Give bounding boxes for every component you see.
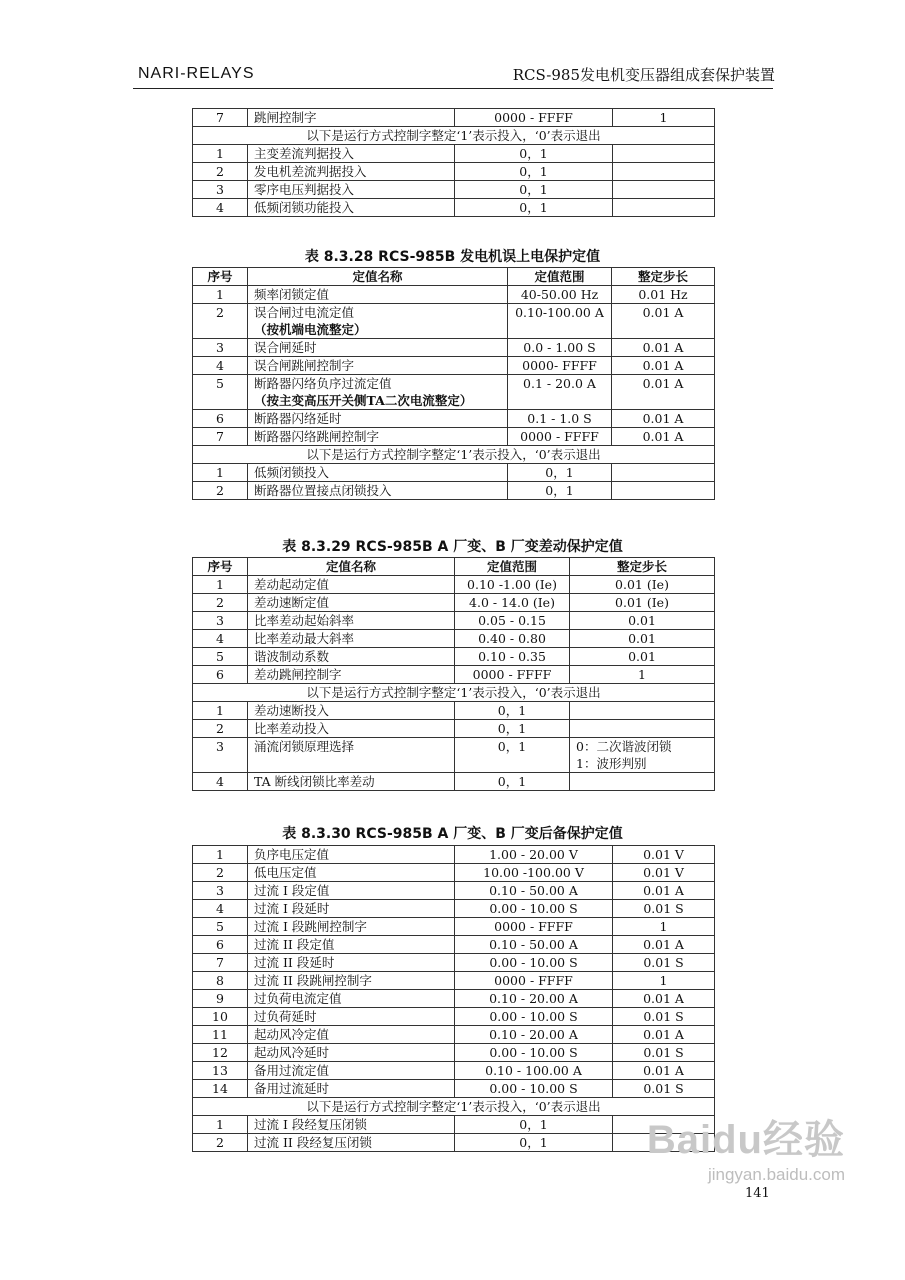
table-cell: 发电机差流判据投入	[248, 163, 455, 181]
table-cell: 0.01 A	[612, 375, 715, 410]
table-row	[193, 304, 715, 339]
table-row	[193, 357, 715, 375]
table-cell: 0000 - FFFF	[455, 109, 613, 127]
table-continuation	[192, 108, 715, 217]
table-cell: 8	[193, 972, 248, 990]
table-caption-8-3-29: 表 8.3.29 RCS-985B A 厂变、B 厂变差动保护定值	[282, 539, 623, 555]
setting-name: 断路器闪络延时	[254, 411, 342, 426]
table-cell: 过负荷延时	[248, 1008, 455, 1026]
table-row	[193, 163, 715, 181]
table-row	[193, 199, 715, 217]
table-cell: 备用过流定值	[248, 1062, 455, 1080]
table-cell: 比率差动最大斜率	[248, 630, 455, 648]
table-cell: 0.01 S	[613, 1008, 715, 1026]
table-row	[193, 428, 715, 446]
table-cell: 0，1	[455, 1134, 613, 1152]
table-8-3-29	[192, 557, 715, 791]
table-cell: 1	[613, 918, 715, 936]
setting-name-cell	[248, 428, 508, 446]
table-row	[193, 990, 715, 1008]
table-cell: 0.10 -1.00 (Ie)	[455, 576, 570, 594]
table-note: 以下是运行方式控制字整定‘1’表示投入，‘0’表示退出	[193, 684, 715, 702]
table-cell: 0000 - FFFF	[455, 918, 613, 936]
table-cell: 0.01 S	[613, 1044, 715, 1062]
table-row	[193, 1026, 715, 1044]
table-header-cell: 整定步长	[612, 268, 715, 286]
table-cell: 0.10 - 0.35	[455, 648, 570, 666]
table-cell: 差动跳闸控制字	[248, 666, 455, 684]
table-note-row	[193, 1098, 715, 1116]
table-cell: 1	[193, 576, 248, 594]
table-row	[193, 109, 715, 127]
table-8-3-28	[192, 267, 715, 500]
table-cell: 2	[193, 864, 248, 882]
table-cell: 过流 II 段延时	[248, 954, 455, 972]
table-cell: 0.05 - 0.15	[455, 612, 570, 630]
table-cell: 6	[193, 936, 248, 954]
table-cell: 主变差流判据投入	[248, 145, 455, 163]
header-company: NARI-RELAYS	[138, 65, 255, 82]
table-cell: 0000 - FFFF	[455, 972, 613, 990]
option-note: 0：二次谐波闭锁	[576, 739, 672, 754]
table-cell: 2	[193, 1134, 248, 1152]
table-row	[193, 702, 715, 720]
table-cell: 1	[613, 109, 715, 127]
table-row	[193, 594, 715, 612]
table-cell: 0，1	[455, 163, 613, 181]
table-cell: 1	[193, 702, 248, 720]
table-cell: 过流 II 段经复压闭锁	[248, 1134, 455, 1152]
table-cell: 0.10-100.00 A	[508, 304, 612, 339]
table-cell: TA 断线闭锁比率差动	[248, 773, 455, 791]
header-doc-title: RCS-985发电机变压器组成套保护装置	[512, 66, 775, 84]
table-cell: 0.00 - 10.00 S	[455, 1080, 613, 1098]
header-rule	[133, 88, 773, 89]
table-cell: 0.01	[570, 648, 715, 666]
table-cell: 7	[193, 109, 248, 127]
table-cell	[613, 199, 715, 217]
table-caption-8-3-30: 表 8.3.30 RCS-985B A 厂变、B 厂变后备保护定值	[282, 826, 623, 842]
table-cell: 过负荷电流定值	[248, 990, 455, 1008]
table-cell: 6	[193, 410, 248, 428]
table-cell: 0.01 A	[612, 410, 715, 428]
table-cell: 4	[193, 900, 248, 918]
table-cell: 0.10 - 20.00 A	[455, 1026, 613, 1044]
table-cell: 零序电压判据投入	[248, 181, 455, 199]
table-row	[193, 846, 715, 864]
table-cell: 4.0 - 14.0 (Ie)	[455, 594, 570, 612]
table-cell: 4	[193, 357, 248, 375]
table-cell: 0，1	[455, 1116, 613, 1134]
table-row	[193, 1080, 715, 1098]
setting-name-cell	[248, 339, 508, 357]
table-cell: 0.01 (Ie)	[570, 594, 715, 612]
table-cell: 过流 II 段跳闸控制字	[248, 972, 455, 990]
table-cell: 0.10 - 100.00 A	[455, 1062, 613, 1080]
table-cell: 过流 I 段跳闸控制字	[248, 918, 455, 936]
table-cell: 过流 I 段定值	[248, 882, 455, 900]
table-cell: 1	[613, 972, 715, 990]
table-cell: 0.01 V	[613, 864, 715, 882]
table-cell: 比率差动起始斜率	[248, 612, 455, 630]
table-cell: 40-50.00 Hz	[508, 286, 612, 304]
table-cell: 9	[193, 990, 248, 1008]
table-cell: 0000 - FFFF	[508, 428, 612, 446]
table-header-cell: 定值范围	[508, 268, 612, 286]
table-cell: 0.01 A	[612, 428, 715, 446]
table-cell	[613, 145, 715, 163]
table-cell: 4	[193, 773, 248, 791]
setting-name: 误合闸过电流定值	[254, 305, 355, 320]
table-cell: 0.00 - 10.00 S	[455, 1008, 613, 1026]
table-header-cell: 定值范围	[455, 558, 570, 576]
table-row	[193, 936, 715, 954]
table-cell: 0.01 S	[613, 900, 715, 918]
table-row	[193, 1008, 715, 1026]
table-row	[193, 773, 715, 791]
table-cell: 0.00 - 10.00 S	[455, 954, 613, 972]
table-cell: 过流 I 段延时	[248, 900, 455, 918]
table-cell: 0，1	[455, 199, 613, 217]
table-cell: 过流 II 段定值	[248, 936, 455, 954]
table-cell: 0.01 A	[612, 357, 715, 375]
table-cell: 0.10 - 50.00 A	[455, 936, 613, 954]
table-row	[193, 1062, 715, 1080]
table-note: 以下是运行方式控制字整定‘1’表示投入，‘0’表示退出	[193, 446, 715, 464]
table-row	[193, 181, 715, 199]
table-cell: 1	[193, 1116, 248, 1134]
table-cell: 2	[193, 304, 248, 339]
setting-name-cell	[248, 304, 508, 339]
table-note: 以下是运行方式控制字整定‘1’表示投入，‘0’表示退出	[193, 127, 715, 145]
table-row	[193, 464, 715, 482]
table-cell: 3	[193, 181, 248, 199]
setting-name-cell	[248, 375, 508, 410]
setting-name: 误合闸跳闸控制字	[254, 358, 355, 373]
setting-name-cell	[248, 357, 508, 375]
table-cell: 10.00 -100.00 V	[455, 864, 613, 882]
table-cell: 低频闭锁投入	[248, 464, 508, 482]
table-cell: 0.10 - 50.00 A	[455, 882, 613, 900]
table-cell: 1	[570, 666, 715, 684]
table-cell: 涌流闭锁原理选择	[248, 738, 455, 773]
option-notes-cell	[570, 738, 715, 773]
table-cell: 3	[193, 882, 248, 900]
table-cell: 0.01 A	[612, 339, 715, 357]
table-cell: 0.00 - 10.00 S	[455, 900, 613, 918]
table-cell: 起动风冷延时	[248, 1044, 455, 1062]
table-cell: 0.01 A	[612, 304, 715, 339]
table-cell: 5	[193, 918, 248, 936]
table-row	[193, 720, 715, 738]
table-cell: 1	[193, 145, 248, 163]
table-cell: 0.01 V	[613, 846, 715, 864]
table-cell: 6	[193, 666, 248, 684]
page-number: 141	[745, 1186, 770, 1201]
table-cell: 谐波制动系数	[248, 648, 455, 666]
table-row	[193, 954, 715, 972]
table-cell: 7	[193, 428, 248, 446]
table-header-cell: 序号	[193, 268, 248, 286]
table-cell: 跳闸控制字	[248, 109, 455, 127]
table-note-row	[193, 684, 715, 702]
table-cell: 差动速断投入	[248, 702, 455, 720]
setting-note: （按主变高压开关侧TA二次电流整定）	[254, 393, 473, 408]
table-cell: 2	[193, 163, 248, 181]
table-note: 以下是运行方式控制字整定‘1’表示投入，‘0’表示退出	[193, 1098, 715, 1116]
table-cell: 0.1 - 20.0 A	[508, 375, 612, 410]
baidu-watermark	[647, 1108, 845, 1185]
table-cell: 4	[193, 630, 248, 648]
table-row	[193, 145, 715, 163]
table-cell: 0.10 - 20.00 A	[455, 990, 613, 1008]
table-cell: 负序电压定值	[248, 846, 455, 864]
table-note-row	[193, 127, 715, 145]
table-row	[193, 648, 715, 666]
table-cell: 10	[193, 1008, 248, 1026]
table-cell: 0.40 - 0.80	[455, 630, 570, 648]
table-cell: 0，1	[508, 464, 612, 482]
table-row	[193, 612, 715, 630]
table-cell: 0，1	[455, 738, 570, 773]
table-cell: 2	[193, 594, 248, 612]
table-cell: 比率差动投入	[248, 720, 455, 738]
table-cell: 0，1	[455, 181, 613, 199]
table-caption-8-3-28: 表 8.3.28 RCS-985B 发电机误上电保护定值	[304, 249, 601, 265]
table-cell: 14	[193, 1080, 248, 1098]
table-header-cell: 定值名称	[248, 268, 508, 286]
option-notes-cell	[570, 720, 715, 738]
table-cell	[613, 163, 715, 181]
table-cell: 5	[193, 648, 248, 666]
table-cell: 3	[193, 612, 248, 630]
table-row	[193, 482, 715, 500]
table-row	[193, 882, 715, 900]
table-cell: 13	[193, 1062, 248, 1080]
table-cell: 0.01 A	[613, 882, 715, 900]
table-cell: 0.01 S	[613, 954, 715, 972]
table-cell	[613, 181, 715, 199]
table-cell: 0.0 - 1.00 S	[508, 339, 612, 357]
table-row	[193, 972, 715, 990]
option-note: 1：波形判别	[576, 756, 647, 771]
table-cell: 2	[193, 482, 248, 500]
table-cell: 0，1	[508, 482, 612, 500]
table-cell: 断路器位置接点闭锁投入	[248, 482, 508, 500]
table-row	[193, 864, 715, 882]
table-row	[193, 918, 715, 936]
table-cell: 3	[193, 339, 248, 357]
table-cell: 0，1	[455, 702, 570, 720]
table-row	[193, 630, 715, 648]
table-row	[193, 900, 715, 918]
table-8-3-30	[192, 845, 715, 1152]
table-header-cell: 整定步长	[570, 558, 715, 576]
table-cell: 5	[193, 375, 248, 410]
table-cell	[612, 464, 715, 482]
table-cell: 差动起动定值	[248, 576, 455, 594]
watermark-brand: Baidu经验	[646, 1118, 845, 1162]
setting-name: 断路器闪络跳闸控制字	[254, 429, 380, 444]
setting-name: 误合闸延时	[254, 340, 317, 355]
table-cell: 0.01 S	[613, 1080, 715, 1098]
watermark-url: jingyan.baidu.com	[707, 1165, 845, 1184]
table-cell: 0，1	[455, 773, 570, 791]
setting-name-cell	[248, 286, 508, 304]
setting-note: （按机端电流整定）	[254, 322, 367, 337]
table-cell: 过流 I 段经复压闭锁	[248, 1116, 455, 1134]
table-cell: 11	[193, 1026, 248, 1044]
table-cell: 3	[193, 738, 248, 773]
table-cell: 0，1	[455, 145, 613, 163]
table-cell: 0.01 A	[613, 1062, 715, 1080]
table-row	[193, 1044, 715, 1062]
table-row	[193, 738, 715, 773]
table-row	[193, 286, 715, 304]
table-cell: 0.01 A	[613, 990, 715, 1008]
setting-name-cell	[248, 410, 508, 428]
table-cell: 7	[193, 954, 248, 972]
option-notes-cell	[570, 773, 715, 791]
table-cell: 0.01 Hz	[612, 286, 715, 304]
table-cell	[612, 482, 715, 500]
table-cell: 0.01	[570, 630, 715, 648]
table-cell: 1	[193, 286, 248, 304]
table-cell: 低频闭锁功能投入	[248, 199, 455, 217]
table-row	[193, 576, 715, 594]
table-cell: 0.01 A	[613, 1026, 715, 1044]
table-cell: 2	[193, 720, 248, 738]
table-cell: 0000- FFFF	[508, 357, 612, 375]
option-notes-cell	[570, 702, 715, 720]
table-note-row	[193, 446, 715, 464]
table-cell: 0.01 (Ie)	[570, 576, 715, 594]
table-cell: 备用过流延时	[248, 1080, 455, 1098]
table-header-cell: 定值名称	[248, 558, 455, 576]
table-cell: 0.00 - 10.00 S	[455, 1044, 613, 1062]
table-row	[193, 410, 715, 428]
table-cell: 4	[193, 199, 248, 217]
table-row	[193, 1134, 715, 1152]
table-cell: 12	[193, 1044, 248, 1062]
table-cell: 0.1 - 1.0 S	[508, 410, 612, 428]
table-row	[193, 339, 715, 357]
table-cell: 1	[193, 464, 248, 482]
table-row	[193, 1116, 715, 1134]
table-cell: 1.00 - 20.00 V	[455, 846, 613, 864]
setting-name: 频率闭锁定值	[254, 287, 330, 302]
table-row	[193, 375, 715, 410]
setting-name: 断路器闪络负序过流定值	[254, 376, 392, 391]
table-cell: 起动风冷定值	[248, 1026, 455, 1044]
table-header-cell: 序号	[193, 558, 248, 576]
table-cell: 0，1	[455, 720, 570, 738]
table-cell: 差动速断定值	[248, 594, 455, 612]
table-cell: 0.01	[570, 612, 715, 630]
table-cell: 低电压定值	[248, 864, 455, 882]
table-cell: 1	[193, 846, 248, 864]
table-row	[193, 666, 715, 684]
table-cell: 0.01 A	[613, 936, 715, 954]
table-cell: 0000 - FFFF	[455, 666, 570, 684]
